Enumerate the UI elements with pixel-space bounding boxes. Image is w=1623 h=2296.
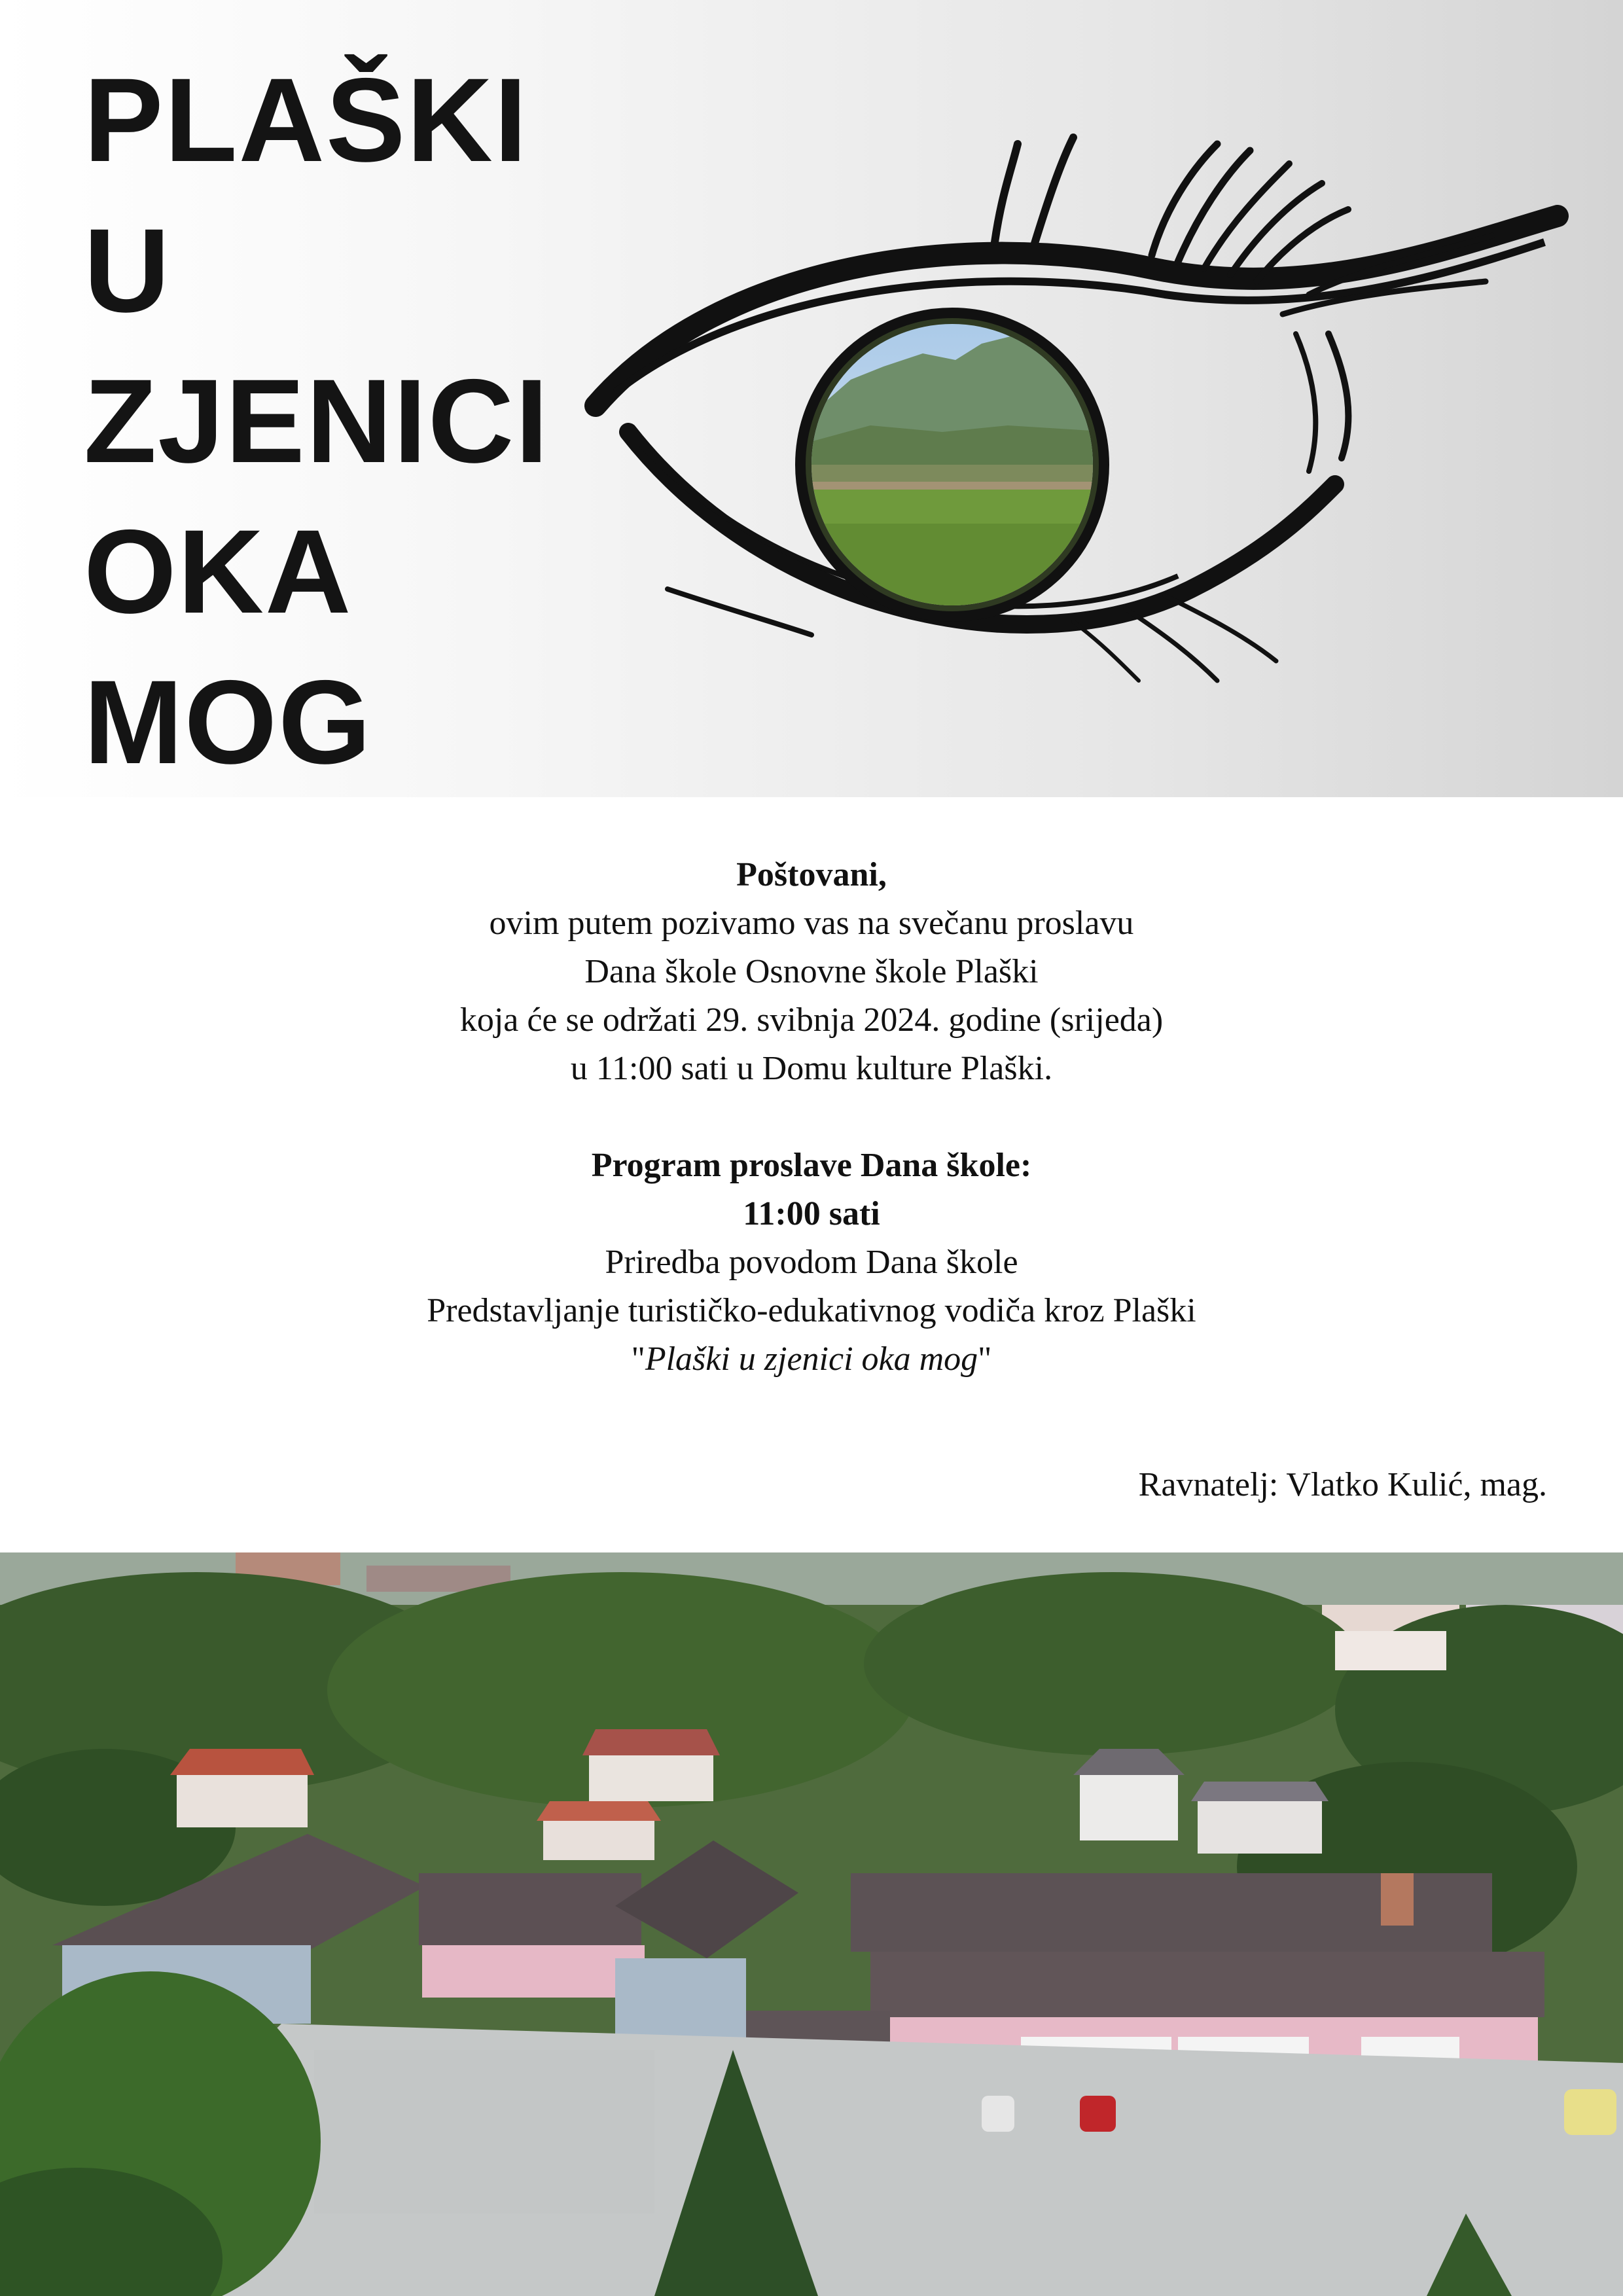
body-line-2: Dana škole Osnovne škole Plaški <box>584 953 1039 990</box>
quote-open: " <box>631 1340 645 1378</box>
title-line-3: ZJENICI <box>84 354 550 488</box>
program-item-1: Priredba povodom Dana škole <box>605 1244 1018 1281</box>
title-line-2: U <box>84 204 171 337</box>
guide-title: Plaški u zjenici oka mog <box>645 1340 978 1378</box>
header-banner <box>0 0 1623 797</box>
body-line-1: ovim putem pozivamo vas na svečanu proslavu <box>489 905 1134 942</box>
invitation-text <box>0 851 1623 1384</box>
greeting: Poštovani, <box>736 856 887 893</box>
signature: Ravnatelj: Vlatko Kulić, mag. <box>1138 1466 1547 1503</box>
program-item-2: Predstavljanje turističko-edukativnog vodiča kroz Plaški <box>427 1292 1196 1329</box>
school-aerial-photo-icon <box>0 1552 1623 2296</box>
title-line-4: OKA <box>84 505 353 638</box>
body-line-4: u 11:00 sati u Domu kulture Plaški. <box>570 1050 1053 1087</box>
guide-title-line <box>0 1335 1623 1384</box>
eye-illustration-icon <box>576 118 1571 694</box>
quote-close: " <box>978 1340 992 1378</box>
body-line-3: koja će se održati 29. svibnja 2024. godine (srijeda) <box>459 1001 1164 1039</box>
title-line-1: PLAŠKI <box>84 53 529 187</box>
title-line-5: MOG <box>84 655 372 789</box>
program-time: 11:00 sati <box>743 1195 880 1232</box>
program-heading: Program proslave Dana škole: <box>591 1147 1032 1184</box>
